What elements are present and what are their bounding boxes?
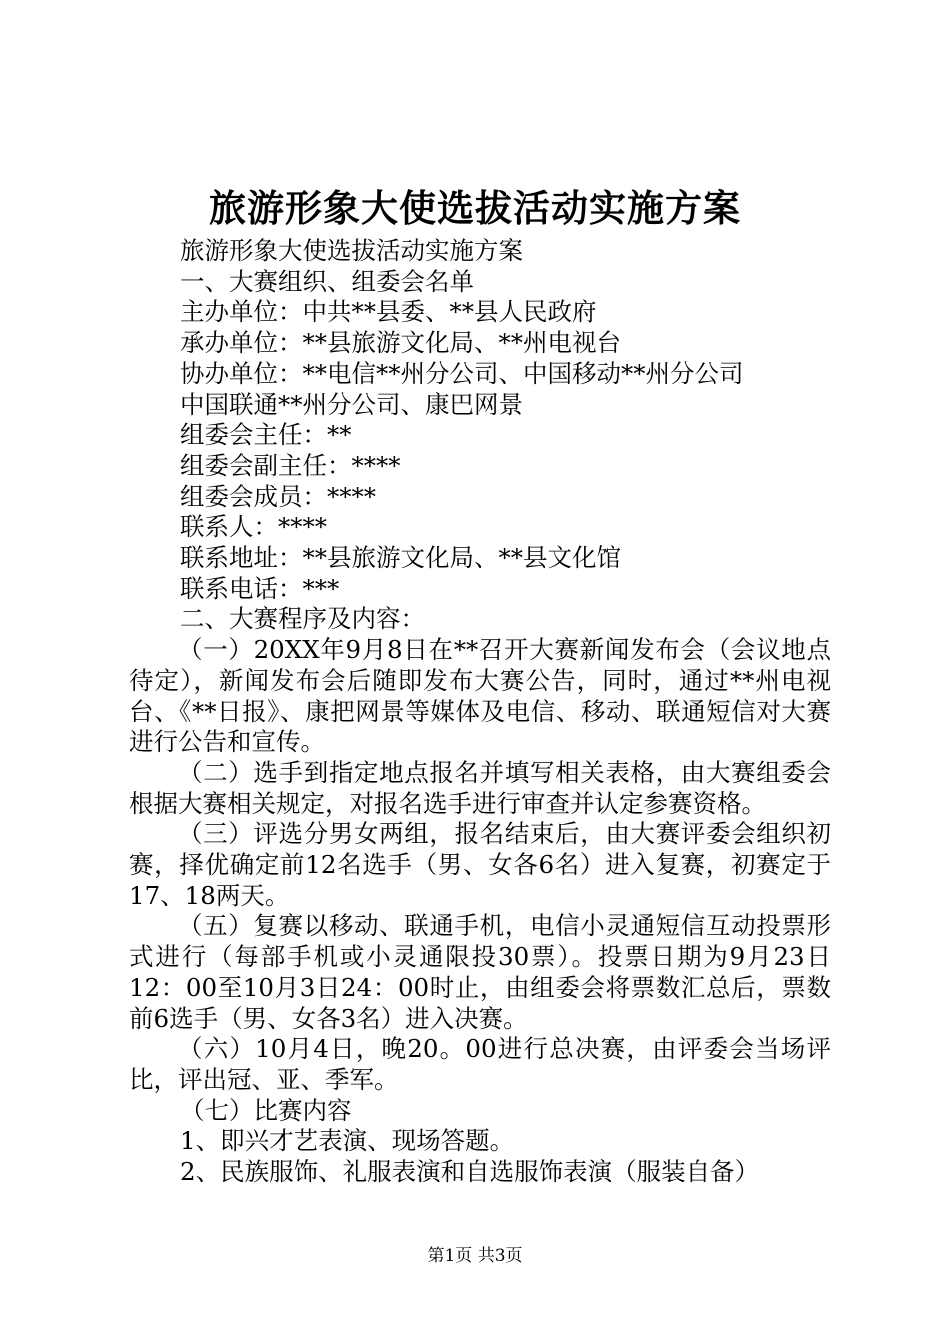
paragraph-step-3: （三）评选分男女两组，报名结束后，由大赛评委会组织初赛，择优确定前12名选手（男、女各6名）进入复赛，初赛定于17、18两天。 [129, 819, 831, 910]
body-line-organizer: 承办单位：**县旅游文化局、**州电视台 [180, 328, 621, 358]
body-line-co-organizer-cont: 中国联通**州分公司、康巴网景 [180, 389, 523, 419]
body-line-subtitle: 旅游形象大使选拔活动实施方案 [180, 236, 523, 265]
paragraph-step-5: （五）复赛以移动、联通手机，电信小灵通短信互动投票形式进行（每部手机或小灵通限投30票）。投票日期为9月23日12：00至10月3日24：00时止，由组委会将票数汇总后，票数前6选手（男、女各3名）进入决赛。 [129, 911, 831, 1033]
body-line-director: 组委会主任：** [180, 420, 352, 450]
section-heading-procedure: 二、大赛程序及内容： [180, 604, 425, 634]
body-line-contact-phone: 联系电话：*** [180, 573, 340, 603]
body-line-deputy-director: 组委会副主任：**** [180, 450, 401, 480]
paragraph-step-2: （二）选手到指定地点报名并填写相关表格，由大赛组委会根据大赛相关规定，对报名选手进行审查并认定参赛资格。 [129, 757, 831, 818]
document-title: 旅游形象大使选拔活动实施方案 [209, 186, 741, 230]
paragraph-step-6: （六）10月4日，晚20。00进行总决赛，由评委会当场评比，评出冠、亚、季军。 [129, 1034, 831, 1094]
body-line-contact-person: 联系人：**** [180, 512, 327, 542]
section-heading-organization: 一、大赛组织、组委会名单 [180, 266, 474, 296]
page-footer: 第1页 共3页 [427, 1246, 523, 1266]
body-line-contact-address: 联系地址：**县旅游文化局、**县文化馆 [180, 543, 621, 573]
list-item-content-heading: （七）比赛内容 [180, 1095, 352, 1125]
body-line-members: 组委会成员：**** [180, 481, 376, 511]
body-line-co-organizer: 协办单位：**电信**州分公司、中国移动**州分公司 [180, 358, 744, 388]
list-item-content-2: 2、民族服饰、礼服表演和自选服饰表演（服装自备） [180, 1157, 760, 1187]
document-body [129, 236, 831, 1188]
list-item-content-1: 1、即兴才艺表演、现场答题。 [180, 1126, 515, 1156]
paragraph-step-1: （一）20XX年9月8日在**召开大赛新闻发布会（会议地点待定），新闻发布会后随即发布大赛公告，同时，通过**州电视台、《**日报》、康把网景等媒体及电信、移动、联通短信对大赛进行公告和宣传。 [129, 635, 831, 757]
body-line-host: 主办单位：中共**县委、**县人民政府 [180, 297, 597, 327]
